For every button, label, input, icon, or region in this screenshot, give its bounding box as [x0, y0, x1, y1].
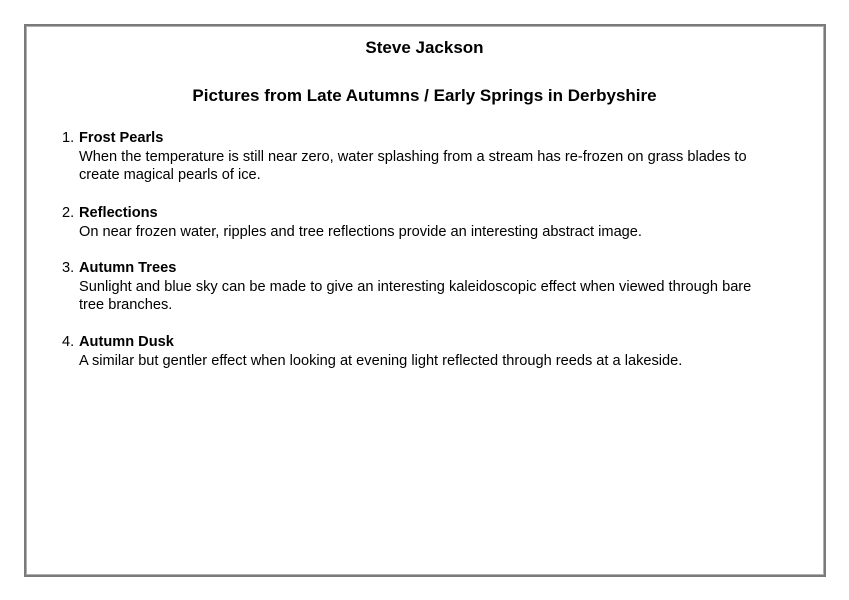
- item-heading: Reflections: [79, 205, 158, 221]
- item-number: 3.: [62, 260, 75, 276]
- list-item-reflections: [62, 204, 762, 241]
- list-item-autumn-trees: [62, 259, 762, 315]
- item-heading: Autumn Dusk: [79, 334, 174, 350]
- item-heading: Frost Pearls: [79, 130, 164, 146]
- list-item-frost-pearls: [62, 129, 762, 185]
- item-number: 4.: [62, 334, 75, 350]
- item-description: Sunlight and blue sky can be made to give an interesting kaleidoscopic effect when viewed through bare tree branches.: [79, 278, 752, 313]
- list-item-autumn-dusk: [62, 333, 762, 370]
- item-description: When the temperature is still near zero, water splashing from a stream has re-frozen on grass blades to create magical pearls of ice.: [79, 148, 747, 183]
- document-title: Pictures from Late Autumns / Early Springs in Derbyshire: [192, 86, 657, 105]
- item-number: 2.: [62, 205, 75, 221]
- item-number: 1.: [62, 130, 75, 146]
- item-heading: Autumn Trees: [79, 260, 177, 276]
- item-description: A similar but gentler effect when looking at evening light reflected through reeds at a lakeside.: [79, 352, 683, 369]
- item-description: On near frozen water, ripples and tree reflections provide an interesting abstract image.: [79, 223, 642, 240]
- author-name: Steve Jackson: [365, 38, 484, 57]
